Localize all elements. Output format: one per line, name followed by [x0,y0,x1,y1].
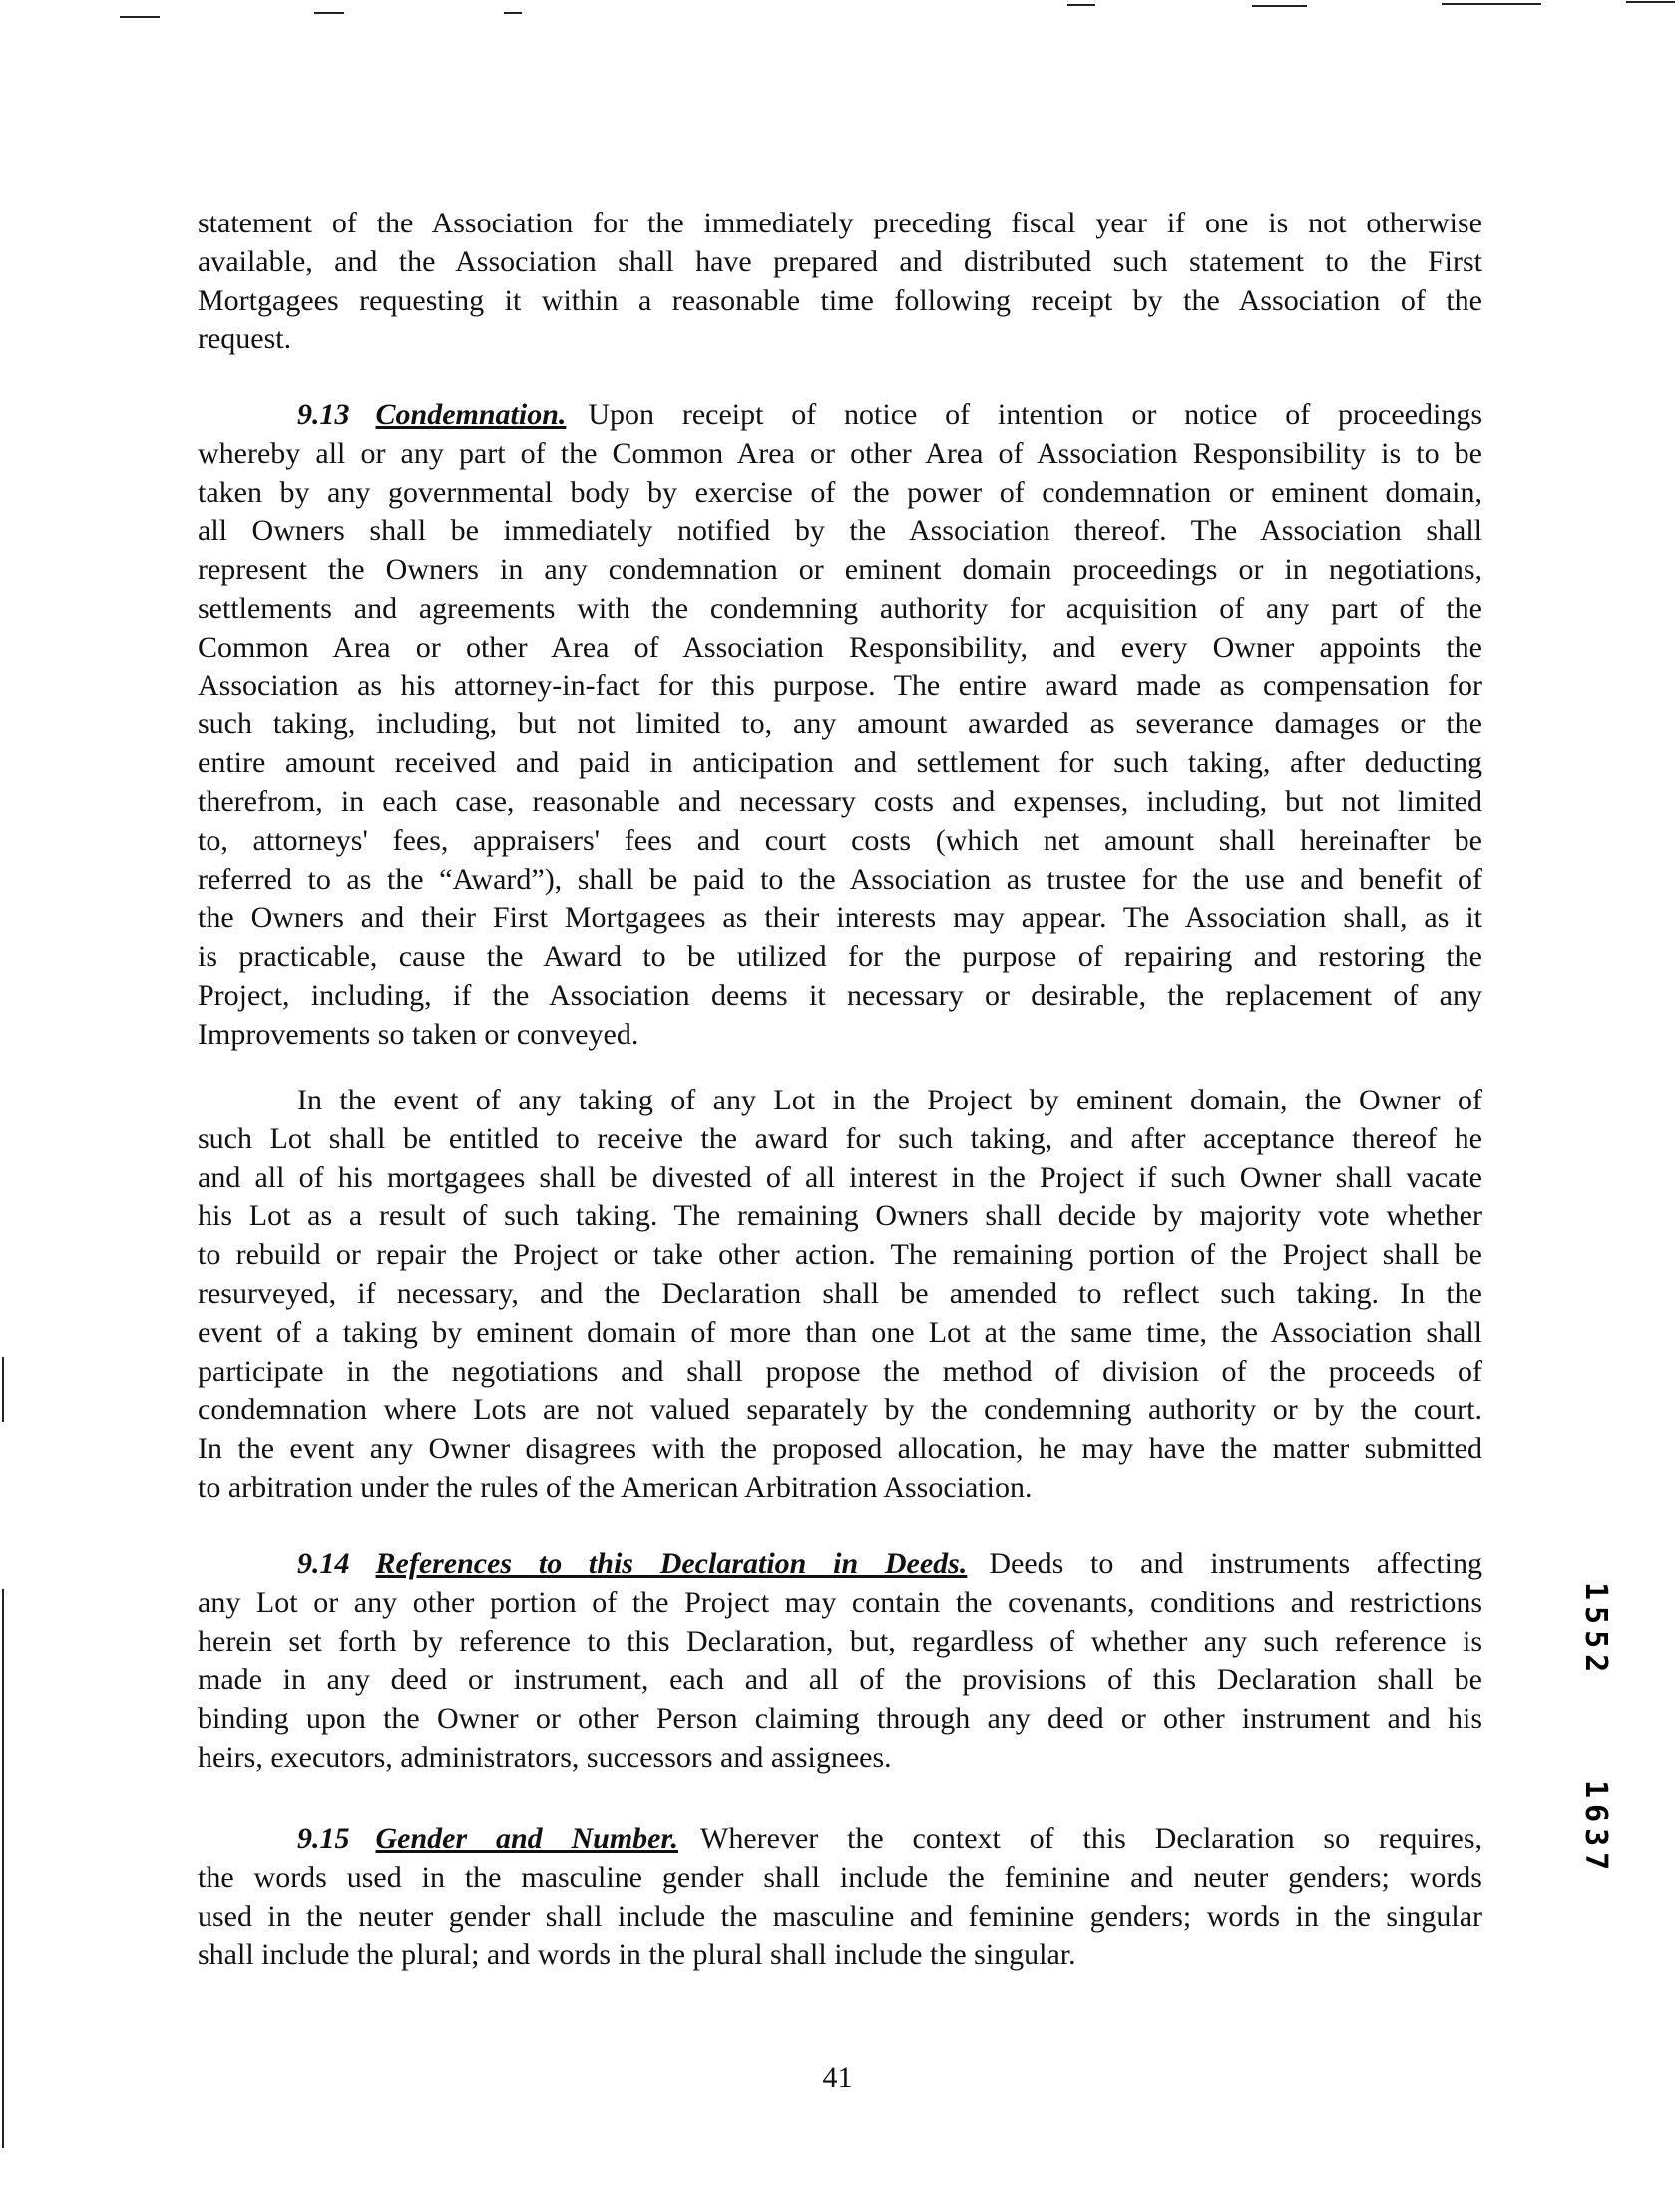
text-line: Project, including, if the Association deems it necessary or desirable, the replacement of any [198,978,1482,1012]
text-line: whereby all or any part of the Common Area or other Area of Association Responsibility is to be [198,436,1482,470]
section-9-13-condemnation [198,396,1482,1055]
section-first-line [198,1546,1482,1584]
text-line: settlements and agreements with the condemning authority for acquisition of any part of the [198,591,1482,625]
text-line: Improvements so taken or conveyed. [198,1017,639,1051]
text-line: statement of the Association for the immediately preceding fiscal year if one is not otherwise [198,207,1482,239]
text-line: referred to as the “Award”), shall be paid to the Association as trustee for the use and benefit of [198,862,1482,896]
text-line: such Lot shall be entitled to receive the award for such taking, and after acceptance thereof he [198,1121,1482,1155]
text-line: In the event of any taking of any Lot in the Project by eminent domain, the Owner of [297,1084,1482,1116]
text-line: his Lot as a result of such taking. The remaining Owners shall decide by majority vote whether [198,1199,1482,1233]
section-number: 9.14 [297,1548,350,1580]
text-line: participate in the negotiations and shall propose the method of division of the proceeds of [198,1354,1482,1388]
scan-mark [1626,1,1675,3]
text-line: is practicable, cause the Award to be utilized for the purpose of repairing and restoring the [198,940,1482,974]
scan-mark [1067,4,1095,6]
scan-mark [120,16,160,18]
text-line: heirs, executors, administrators, successors and assignees. [198,1740,892,1774]
text-line: to rebuild or repair the Project or take other action. The remaining portion of the Project shall be [198,1238,1482,1272]
text-line: request. [198,322,292,356]
section-first-line [198,1820,1482,1859]
scan-mark [2,1357,4,1422]
text-line: event of a taking by eminent domain of more than one Lot at the same time, the Association shall [198,1315,1482,1349]
text-line: binding upon the Owner or other Person claiming through any deed or other instrument and his [198,1702,1482,1736]
text-line: condemnation where Lots are not valued separately by the condemning authority or by the court. [198,1393,1482,1427]
text-line: the Owners and their First Mortgagees as their interests may appear. The Association shall, as it [198,901,1482,935]
text-line: used in the neuter gender shall include the masculine and feminine genders; words in the singular [198,1899,1482,1933]
recording-stamp-book: 1552 [1578,1582,1613,1679]
text-line: Association as his attorney-in-fact for this purpose. The entire award made as compensation for [198,668,1482,702]
text-line: Upon receipt of notice of intention or notice of proceedings [588,398,1482,431]
section-9-14-references [198,1546,1482,1778]
page-number: 41 [822,2061,853,2094]
text-line: Common Area or other Area of Association Responsibility, and every Owner appoints the [198,630,1482,664]
text-line: to, attorneys' fees, appraisers' fees and court costs (which net amount shall hereinafter be [198,823,1482,857]
text-line: to arbitration under the rules of the American Arbitration Association. [198,1470,1033,1504]
text-line: therefrom, in each case, reasonable and necessary costs and expenses, including, but not limited [198,784,1482,818]
text-line: In the event any Owner disagrees with the proposed allocation, he may have the matter submitted [198,1432,1482,1466]
scan-mark [314,12,344,14]
text-line: the words used in the masculine gender shall include the feminine and neuter genders; words [198,1860,1482,1894]
section-title: Gender and Number. [375,1822,679,1855]
text-line: all Owners shall be immediately notified by the Association thereof. The Association shall [198,514,1482,548]
section-number: 9.13 [297,398,350,431]
text-line: shall include the plural; and words in the plural shall include the singular. [198,1938,1076,1972]
recording-stamp-page: 1637 [1578,1780,1613,1877]
text-line: Wherever the context of this Declaration so requires, [700,1822,1483,1855]
section-title: References to this Declaration in Deeds. [375,1548,968,1580]
text-line: Mortgagees requesting it within a reasonable time following receipt by the Association of the [198,283,1482,317]
section-title: Condemnation. [375,398,567,431]
paragraph-fiscal-statement [198,205,1482,359]
paragraph-lot-taking [198,1082,1482,1508]
scan-mark [504,12,522,14]
section-number: 9.15 [297,1822,350,1855]
text-line: resurveyed, if necessary, and the Declaration shall be amended to reflect such taking. In the [198,1276,1482,1310]
text-line: entire amount received and paid in anticipation and settlement for such taking, after deducting [198,746,1482,780]
text-line: available, and the Association shall have prepared and distributed such statement to the First [198,244,1482,278]
text-line: made in any deed or instrument, each and all of the provisions of this Declaration shall be [198,1663,1482,1697]
text-line: taken by any governmental body by exercise of the power of condemnation or eminent domain, [198,475,1482,509]
text-line: such taking, including, but not limited to, any amount awarded as severance damages or the [198,707,1482,741]
text-line: any Lot or any other portion of the Project may contain the covenants, conditions and restrictions [198,1585,1482,1619]
text-line: represent the Owners in any condemnation or eminent domain proceedings or in negotiations, [198,553,1482,587]
scan-mark [1442,3,1541,5]
text-line: herein set forth by reference to this Declaration, but, regardless of whether any such reference is [198,1624,1482,1658]
section-first-line [198,396,1482,435]
text-line: Deeds to and instruments affecting [989,1548,1482,1580]
scan-mark [1252,5,1307,7]
section-9-15-gender-number [198,1820,1482,1975]
text-line: and all of his mortgagees shall be divested of all interest in the Project if such Owner shall vacate [198,1160,1482,1194]
